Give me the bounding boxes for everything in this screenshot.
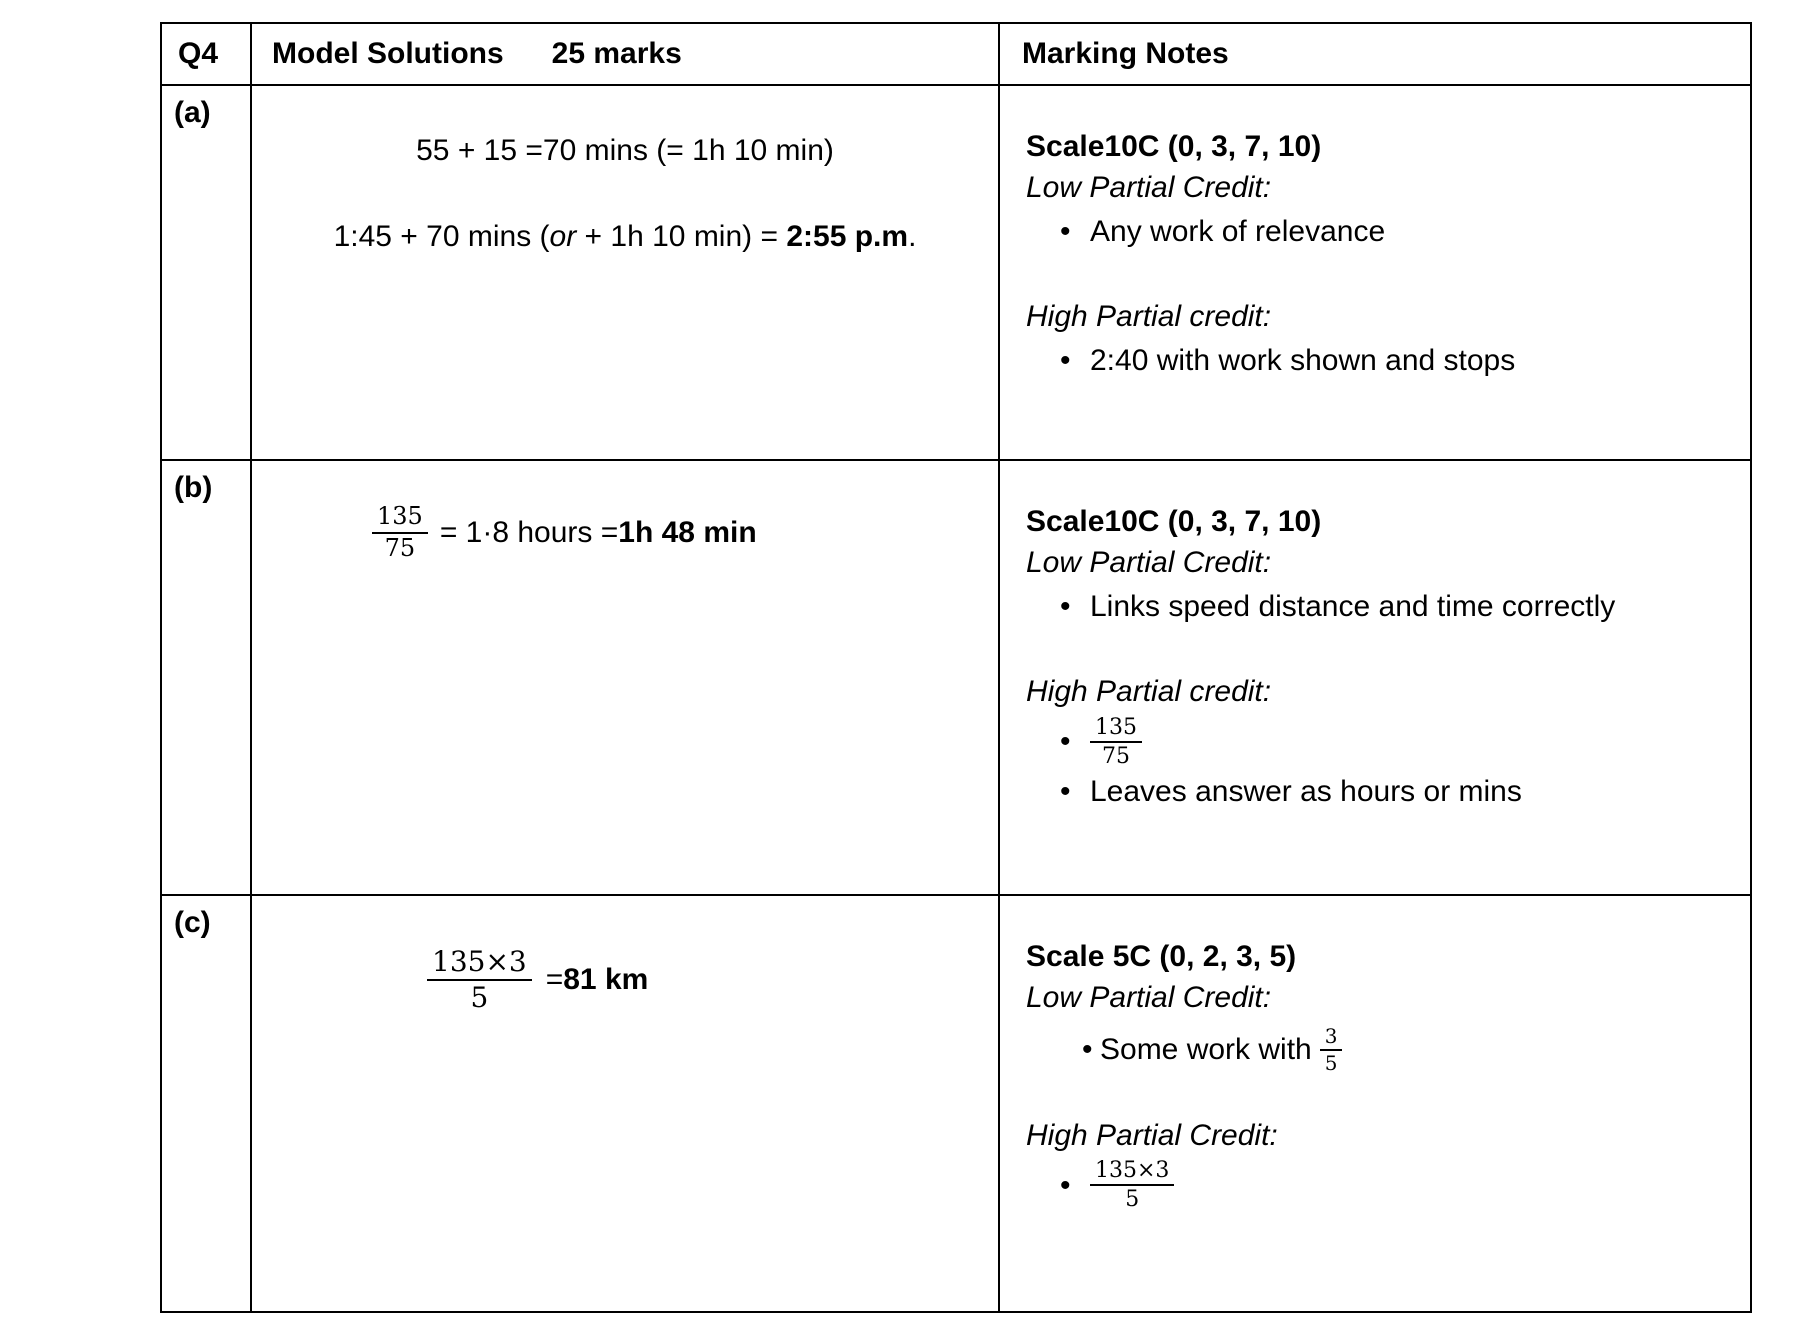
header-question-number (162, 24, 252, 86)
bullet-icon: • (1060, 343, 1071, 377)
part-a-high-partial-label: High Partial credit: (1026, 300, 1272, 334)
part-a-low-partial-label: Low Partial Credit: (1026, 171, 1272, 205)
fraction-denominator: 5 (470, 981, 489, 1015)
part-c-label: (c) (174, 906, 211, 939)
part-c-scale: Scale 5C (0, 2, 3, 5) (1026, 940, 1297, 973)
marking-notes-label: Marking Notes (1022, 37, 1229, 70)
part-b-high-bullet-2 (1026, 771, 1730, 812)
part-a-line2-pre: 1:45 + 70 mins ( (333, 220, 550, 253)
part-c-solution-line (427, 946, 998, 1014)
part-a-solution-line-2 (252, 220, 998, 254)
part-a-high-bullet-1 (1026, 340, 1730, 381)
fraction-3-over-5 (1320, 1025, 1343, 1075)
part-a-label-cell (162, 86, 252, 461)
part-c-solution-answer: 81 km (563, 963, 649, 997)
spacer (1026, 627, 1730, 671)
fraction-135-over-75 (372, 503, 428, 562)
part-b-high-bullet-1 (1026, 715, 1730, 770)
fraction-135-over-75 (1090, 715, 1142, 770)
fraction-denominator: 75 (384, 533, 416, 562)
part-b-solution-mid: = 1·8 hours = (439, 515, 619, 549)
fraction-numerator: 135×3 (427, 946, 532, 981)
part-b-notes-cell (1000, 461, 1750, 896)
part-c-high-bullet-1 (1026, 1158, 1730, 1213)
header-marking-notes (1000, 24, 1750, 86)
part-c-equals: = (545, 963, 564, 997)
part-b-solution-cell (252, 461, 1000, 896)
bullet-icon: • (1060, 1168, 1071, 1202)
bullet-icon: • (1060, 775, 1071, 809)
fraction-135x3-over-5 (1090, 1158, 1174, 1213)
table-row-c (162, 896, 1750, 1311)
part-b-solution-answer: 1h 48 min (618, 515, 757, 549)
part-a-scale: Scale10C (0, 3, 7, 10) (1026, 130, 1322, 163)
part-c-low-bullet-1 (1026, 1025, 1730, 1075)
part-a-low-bullet-1 (1026, 211, 1730, 252)
part-a-line2-answer: 2:55 p.m (786, 220, 909, 253)
marks-label: 25 marks (551, 37, 682, 70)
part-c-high-partial-label: High Partial Credit: (1026, 1118, 1278, 1152)
part-a-line2-or: or (549, 220, 577, 253)
part-a-line2-mid: + 1h 10 min) = (576, 220, 787, 253)
part-b-label-cell (162, 461, 252, 896)
table-row-b (162, 461, 1750, 896)
part-a-high-bullet-1-text: 2:40 with work shown and stops (1090, 343, 1516, 377)
question-number-label: Q4 (178, 37, 219, 70)
fraction-135x3-over-5 (427, 946, 532, 1014)
part-a-solution-line-1 (252, 134, 998, 168)
bullet-icon: • (1060, 589, 1071, 623)
part-a-label: (a) (174, 96, 211, 129)
fraction-numerator: 3 (1320, 1025, 1343, 1051)
part-b-solution-line (372, 503, 998, 562)
part-a-solution-line-1-text: 55 + 15 =70 mins (= 1h 10 min) (416, 134, 834, 167)
part-a-solution-cell (252, 86, 1000, 461)
part-b-high-partial-label: High Partial credit: (1026, 675, 1272, 709)
part-b-low-partial-label: Low Partial Credit: (1026, 546, 1272, 580)
part-b-low-bullet-1-text: Links speed distance and time correctly (1090, 589, 1616, 623)
spacer (1026, 252, 1730, 296)
table-header-row (162, 24, 1750, 86)
part-c-low-partial-label: Low Partial Credit: (1026, 981, 1272, 1015)
part-a-line2-period: . (908, 220, 917, 253)
part-c-low-bullet-1-text: Some work with (1100, 1033, 1312, 1067)
fraction-numerator: 135×3 (1090, 1158, 1174, 1186)
part-c-solution-cell (252, 896, 1000, 1311)
fraction-denominator: 75 (1102, 743, 1130, 769)
bullet-icon: • (1082, 1033, 1093, 1067)
part-a-low-bullet-1-text: Any work of relevance (1090, 214, 1386, 248)
part-b-low-bullet-1 (1026, 586, 1730, 627)
part-b-scale: Scale10C (0, 3, 7, 10) (1026, 505, 1322, 538)
model-solutions-label: Model Solutions (272, 37, 504, 70)
spacer (1026, 1075, 1730, 1115)
fraction-denominator: 5 (1324, 1050, 1338, 1075)
fraction-denominator: 5 (1125, 1187, 1140, 1213)
part-b-label: (b) (174, 471, 213, 504)
part-a-notes-cell (1000, 86, 1750, 461)
fraction-numerator: 135 (372, 503, 428, 534)
part-c-notes-cell (1000, 896, 1750, 1311)
bullet-icon: • (1060, 725, 1071, 759)
marking-scheme-table (160, 22, 1752, 1313)
bullet-icon: • (1060, 214, 1071, 248)
table-row-a (162, 86, 1750, 461)
fraction-numerator: 135 (1090, 715, 1142, 743)
part-c-label-cell (162, 896, 252, 1311)
part-b-high-bullet-2-text: Leaves answer as hours or mins (1090, 775, 1522, 809)
header-model-solutions (252, 24, 1000, 86)
